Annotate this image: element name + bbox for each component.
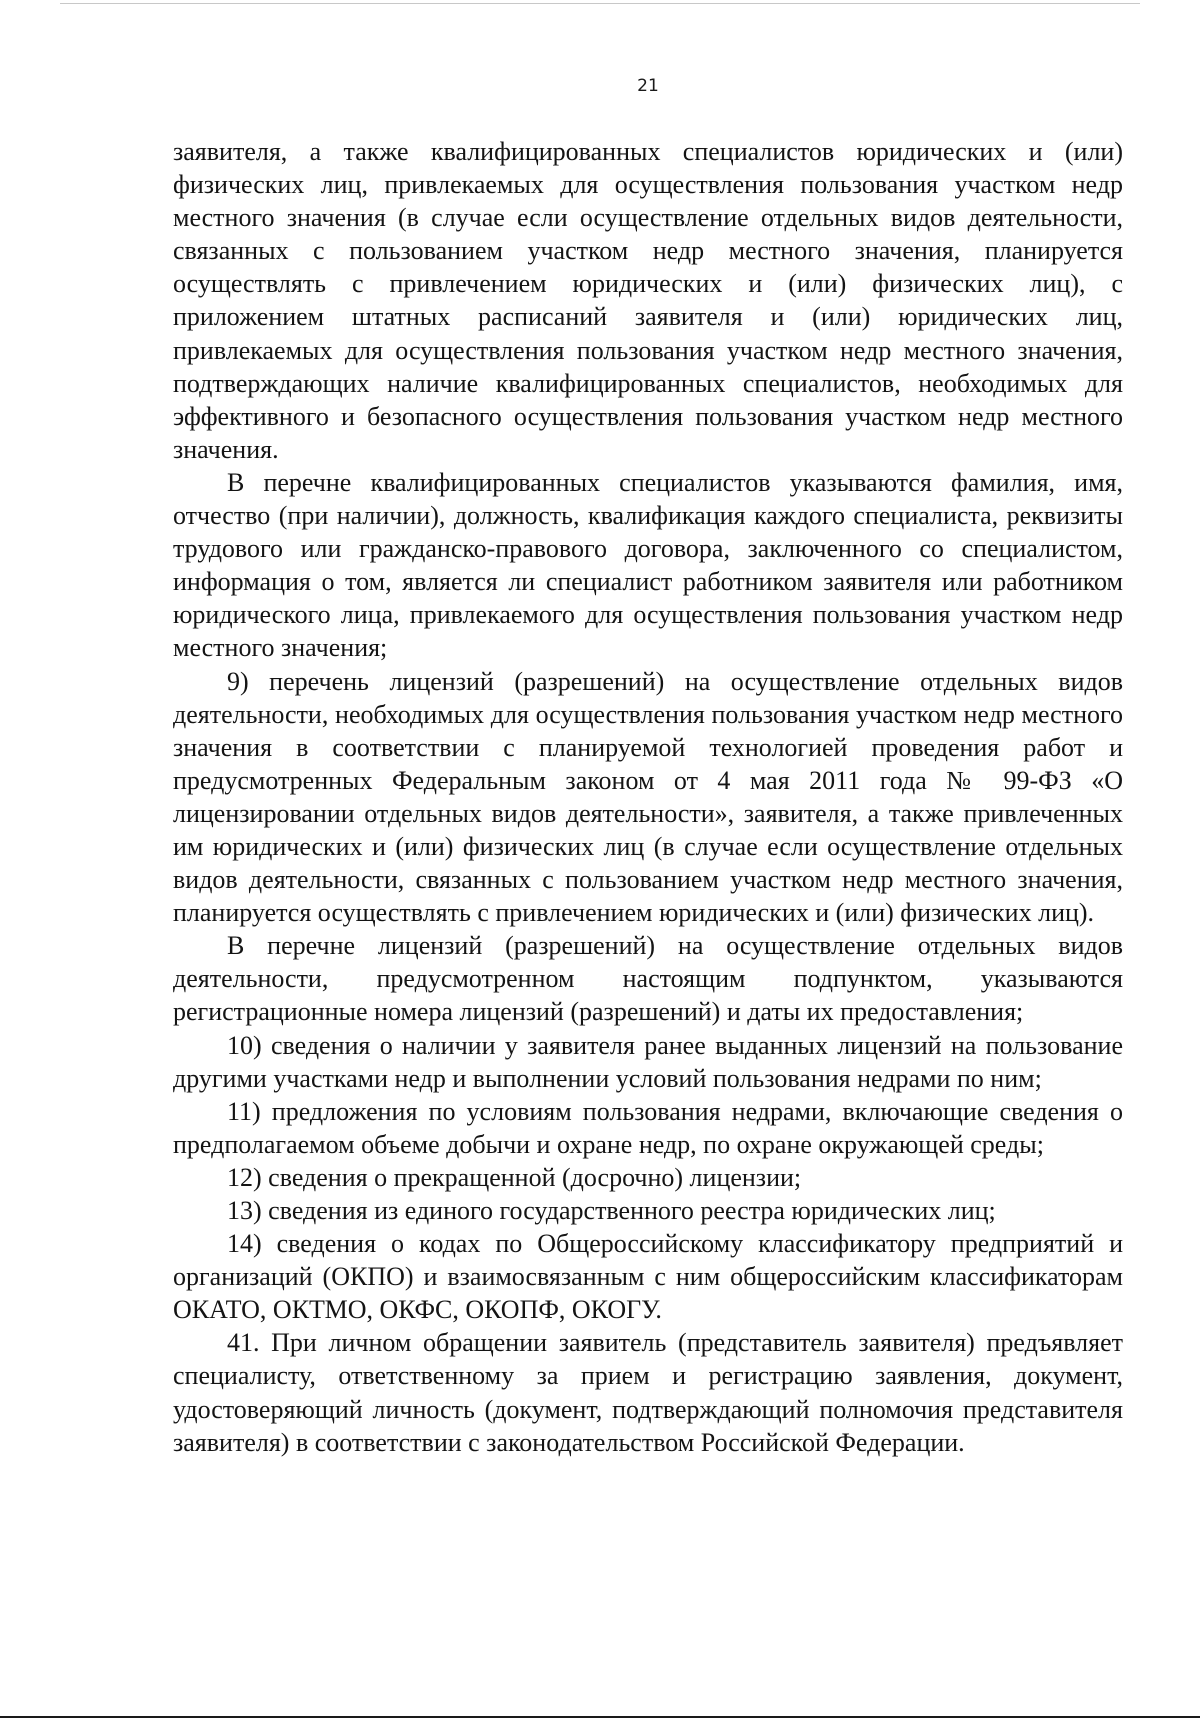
paragraph-clause-41: 41. При личном обращении заявитель (представитель заявителя) предъявляет специалисту, ответственному за прием и регистрацию заявления, документ, удостоверяющий личность (документ, подтверждающий полномочия представителя заявителя) в соответствии с законодательством Российской Федерации. xyxy=(173,1328,1123,1457)
paragraph-item-12: 12) сведения о прекращенной (досрочно) лицензии; xyxy=(227,1162,802,1192)
paragraph-item-11: 11) предложения по условиям пользования недрами, включающие сведения о предполагаемом объеме добычи и охране недр, по охране окружающей среды; xyxy=(173,1096,1123,1159)
paragraph-item-13: 13) сведения из единого государственного реестра юридических лиц; xyxy=(227,1196,996,1225)
paragraph-item-10: 10) сведения о наличии у заявителя ранее выданных лицензий на пользование другими участками недр и выполнении условий пользования недрами по ним; xyxy=(173,1030,1123,1093)
paragraph-licenses-list: В перечне лицензий (разрешений) на осуществление отдельных видов деятельности, предусмотренном настоящим подпунктом, указываются регистрационные номера лицензий (разрешений) и даты их предоставления; xyxy=(173,931,1123,1027)
page-number: 21 xyxy=(637,76,659,96)
paragraph-item-14: 14) сведения о кодах по Общероссийскому классификатору предприятий и организаций (ОКПО) и взаимосвязанным с ним общероссийским классификаторам ОКАТО, ОКТМО, ОКФС, ОКОПФ, ОКОГУ. xyxy=(173,1229,1123,1325)
paragraph-specialists-list: В перечне квалифицированных специалистов указываются фамилия, имя, отчество (при наличии), должность, квалификация каждого специалиста, реквизиты трудового или гражданско-правового договора, заключенного со специалистом, информация о том, является ли специалист работником заявителя или работником юридического лица, привлекаемого для осуществления пользования участком недр местного значения; xyxy=(173,467,1123,663)
paragraph-item-9: 9) перечень лицензий (разрешений) на осуществление отдельных видов деятельности, необходимых для осуществления пользования участком недр местного значения в соответствии с планируемой технологией проведения работ и предусмотренных Федеральным законом от 4 мая 2011 года № 99-ФЗ «О лицензировании отдельных видов деятельности», заявителя, а также привлеченных им юридических и (или) физических лиц (в случае если осуществление отдельных видов деятельности, связанных с пользованием участком недр местного значения, планируется осуществлять с привлечением юридических и (или) физических лиц). xyxy=(173,666,1123,928)
document-body xyxy=(173,135,1123,1459)
scan-bottom-edge xyxy=(0,1716,1200,1718)
paragraph-continuation: заявителя, а также квалифицированных специалистов юридических и (или) физических лиц, привлекаемых для осуществления пользования участком недр местного значения (в случае если осуществление отдельных видов деятельности, связанных с пользованием участком недр местного значения, планируется осуществлять с привлечением юридических и (или) физических лиц), с приложением штатных расписаний заявителя и (или) юридических лиц, привлекаемых для осуществления пользования участком недр местного значения, подтверждающих наличие квалифицированных специалистов, необходимых для эффективного и безопасного осуществления пользования участком недр местного значения. xyxy=(173,137,1123,464)
scan-top-edge xyxy=(60,3,1140,4)
